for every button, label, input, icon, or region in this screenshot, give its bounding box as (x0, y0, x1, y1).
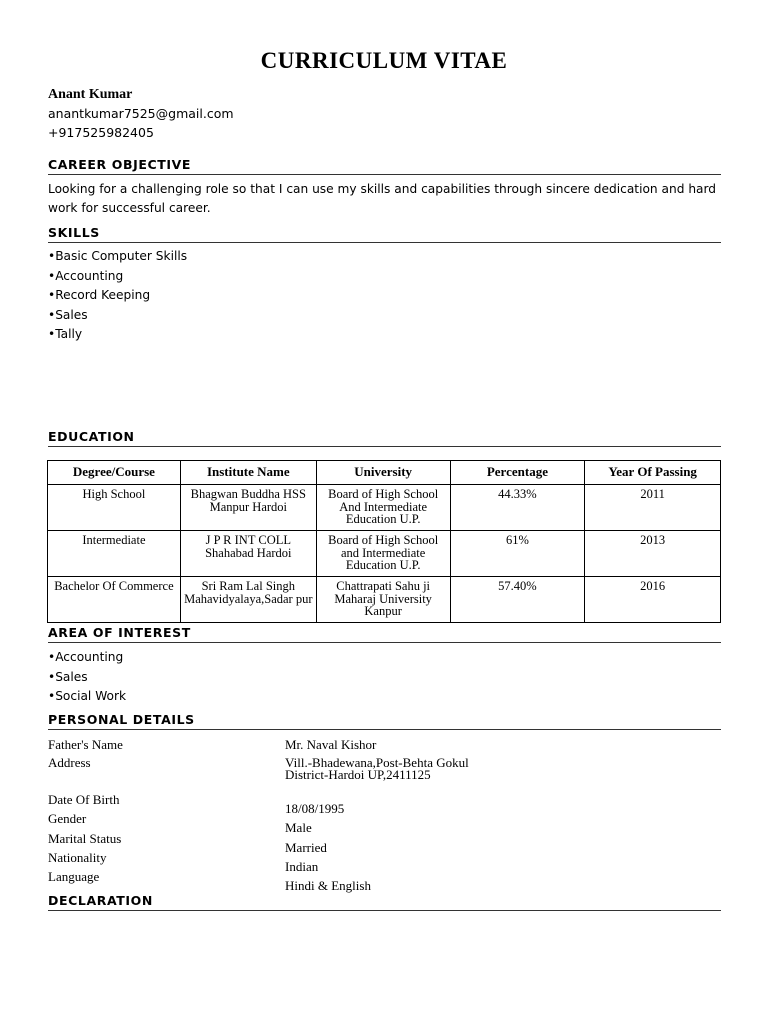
table-cell: Board of High School And Intermediate Education U.P. (316, 485, 450, 531)
dob-label: Date Of Birth (48, 792, 120, 807)
fathers-name-label: Father's Name (48, 737, 123, 752)
list-item: •Record Keeping (48, 288, 151, 302)
list-item: •Accounting (48, 650, 124, 664)
table-cell: Bachelor Of Commerce (48, 577, 181, 623)
section-heading-personal-details: PERSONAL DETAILS (48, 712, 721, 730)
table-cell: J P R INT COLL Shahabad Hardoi (180, 531, 316, 577)
table-cell: Intermediate (48, 531, 181, 577)
address-line-1: Vill.-Bhadewana,Post-Behta Gokul (285, 755, 469, 770)
education-table (47, 460, 721, 623)
address-line-2: District-Hardoi UP,2411125 (285, 767, 431, 782)
table-cell: 44.33% (450, 485, 585, 531)
career-objective-text: Looking for a challenging role so that I can use my skills and capabilities through sincere dedication and hard work for successful career. (48, 182, 717, 215)
list-item: •Tally (48, 327, 83, 341)
table-header-row (48, 461, 721, 485)
table-cell: Board of High School and Intermediate Education U.P. (316, 531, 450, 577)
table-cell: 2016 (585, 577, 721, 623)
nationality-label: Nationality (48, 850, 107, 865)
marital-status-value: Married (285, 840, 327, 855)
table-cell: Bhagwan Buddha HSS Manpur Hardoi (180, 485, 316, 531)
language-value: Hindi & English (285, 878, 371, 893)
section-heading-career-objective: CAREER OBJECTIVE (48, 157, 721, 175)
nationality-value: Indian (285, 859, 319, 874)
table-cell: 2011 (585, 485, 721, 531)
table-cell: 57.40% (450, 577, 585, 623)
page-title: CURRICULUM VITAE (260, 48, 508, 73)
fathers-name-value: Mr. Naval Kishor (285, 737, 377, 752)
list-item: •Sales (48, 669, 88, 684)
table-cell: 61% (450, 531, 585, 577)
table-cell: Sri Ram Lal Singh Mahavidyalaya,Sadar pur (180, 577, 316, 623)
address-label: Address (48, 755, 91, 770)
column-header: Percentage (450, 461, 585, 485)
column-header: Year Of Passing (585, 461, 721, 485)
section-heading-declaration: DECLARATION (48, 893, 721, 911)
gender-value: Male (285, 820, 312, 835)
column-header: Degree/Course (48, 461, 181, 485)
gender-label: Gender (48, 811, 87, 826)
section-heading-area-of-interest: AREA OF INTEREST (48, 625, 721, 643)
language-label: Language (48, 869, 100, 884)
candidate-email: anantkumar7525@gmail.com (48, 106, 234, 121)
list-item: •Basic Computer Skills (48, 249, 188, 263)
section-heading-skills: SKILLS (48, 225, 721, 243)
interest-list (48, 648, 126, 707)
section-heading-education: EDUCATION (48, 429, 721, 447)
column-header: University (316, 461, 450, 485)
marital-status-label: Marital Status (48, 831, 122, 846)
candidate-name: Anant Kumar (48, 87, 133, 102)
table-row (48, 577, 721, 623)
table-cell: 2013 (585, 531, 721, 577)
list-item: •Social Work (48, 689, 127, 703)
skills-list (48, 247, 187, 345)
dob-value: 18/08/1995 (285, 801, 345, 816)
list-item: •Sales (48, 307, 88, 322)
table-row (48, 531, 721, 577)
list-item: •Accounting (48, 268, 124, 283)
table-cell: Chattrapati Sahu ji Maharaj University Kanpur (316, 577, 450, 623)
candidate-phone: +917525982405 (48, 125, 154, 140)
column-header: Institute Name (180, 461, 316, 485)
table-cell: High School (48, 485, 181, 531)
table-row (48, 485, 721, 531)
